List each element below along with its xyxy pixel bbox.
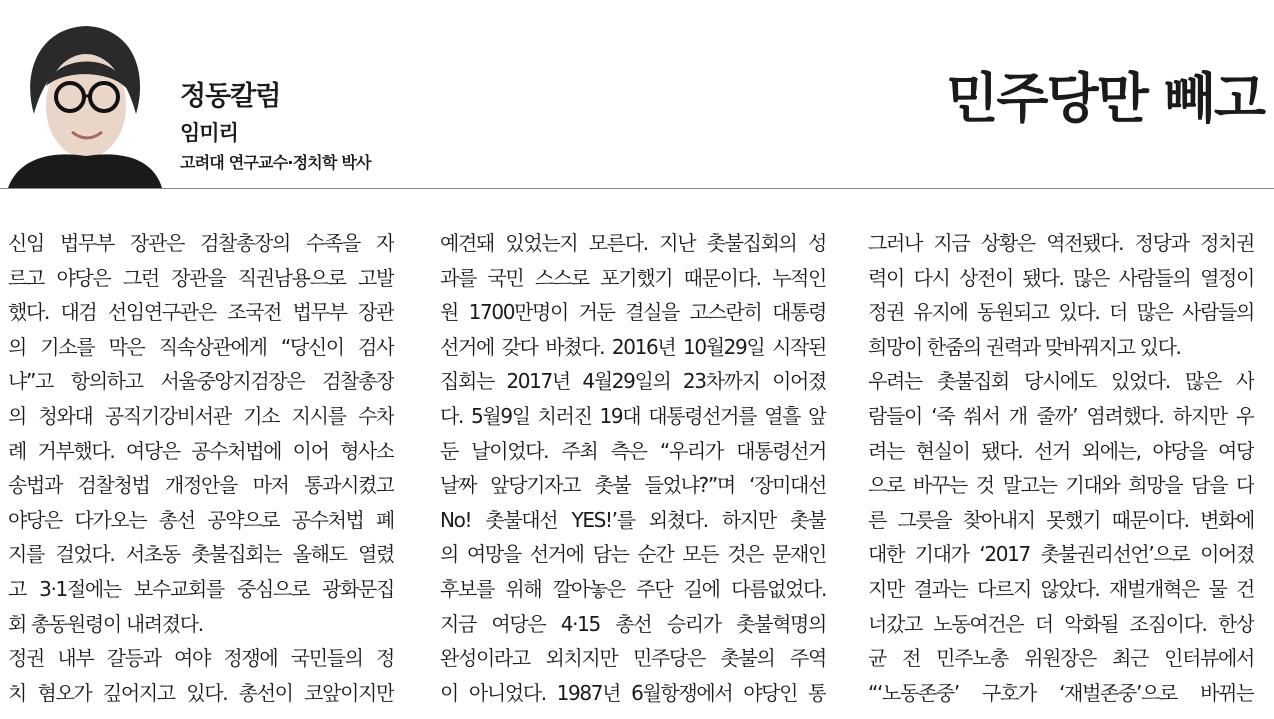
text-line: 송법과 검찰청법 개정안을 마저 통과시켰고 bbox=[8, 473, 394, 498]
text-line: 했다. 대검 선임연구관은 조국전 법무부 장관 bbox=[8, 300, 394, 325]
text-line: 치 혐오가 깊어지고 있다. 총선이 코앞이지만 bbox=[8, 680, 394, 705]
text-line: 이 아니었다. 1987년 6월항쟁에서 야당인 통 bbox=[440, 680, 826, 705]
text-line: 력이 다시 상전이 됐다. 많은 사람들의 열정이 bbox=[868, 265, 1254, 290]
text-line: 례 거부했다. 여당은 공수처법에 이어 형사소 bbox=[8, 438, 394, 463]
text-line: 원 1700만명이 거둔 결실을 고스란히 대통령 bbox=[440, 300, 826, 325]
article-column-2 bbox=[440, 226, 826, 710]
text-line: 의 여망을 선거에 담는 순간 모든 것은 문재인 bbox=[440, 542, 826, 567]
text-line: 정권 유지에 동원되고 있다. 더 많은 사람들의 bbox=[868, 300, 1254, 325]
text-line: 정권 내부 갈등과 여야 정쟁에 국민들의 정 bbox=[8, 646, 394, 671]
text-line: 그러나 지금 상황은 역전됐다. 정당과 정치권 bbox=[868, 231, 1254, 255]
article-column-3 bbox=[868, 226, 1254, 710]
header-divider bbox=[0, 188, 1274, 189]
text-line: 집회는 2017년 4월29일의 23차까지 이어졌 bbox=[440, 369, 826, 394]
text-line: “‘노동존중’ 구호가 ‘재벌존중’으로 바뀌는 bbox=[868, 680, 1254, 705]
text-line: 완성이라고 외치지만 민주당은 촛불의 주역 bbox=[440, 646, 826, 671]
text-line: 다. 5월9일 치러진 19대 대통령선거를 열흘 앞 bbox=[440, 403, 826, 428]
text-line: No! 촛불대선 YES!’를 외쳤다. 하지만 촛불 bbox=[440, 507, 826, 532]
headline: 민주당만 빼고 bbox=[946, 66, 1264, 130]
text-line: 의 청와대 공직기강비서관 기소 지시를 수차 bbox=[8, 403, 394, 428]
author-title: 고려대 연구교수·정치학 박사 bbox=[180, 153, 371, 172]
author-name: 임미리 bbox=[180, 121, 238, 145]
text-line: 과를 국민 스스로 포기했기 때문이다. 누적인 bbox=[440, 265, 826, 290]
text-line: 선거에 갖다 바쳤다. 2016년 10월29일 시작된 bbox=[440, 334, 826, 359]
text-line: 른 그릇을 찾아내지 못했기 때문이다. 변화에 bbox=[868, 507, 1254, 532]
text-line: 냐”고 항의하고 서울중앙지검장은 검찰총장 bbox=[8, 369, 394, 394]
text-line: 우려는 촛불집회 당시에도 있었다. 많은 사 bbox=[868, 369, 1254, 394]
text-line: 예견돼 있었는지 모른다. 지난 촛불집회의 성 bbox=[440, 231, 826, 255]
text-line: 려는 현실이 됐다. 선거 외에는, 야당을 여당 bbox=[868, 438, 1254, 463]
text-line: 으로 바꾸는 것 말고는 기대와 희망을 담을 다 bbox=[868, 473, 1254, 498]
column-label: 정동칼럼 bbox=[180, 81, 281, 112]
text-line: 르고 야당은 그런 장관을 직권남용으로 고발 bbox=[8, 265, 394, 290]
text-line: 야당은 다가오는 총선 공약으로 공수처법 폐 bbox=[8, 507, 394, 532]
text-line: 너갔고 노동여건은 더 악화될 조짐이다. 한상 bbox=[868, 611, 1254, 636]
text-line: 희망이 한줌의 권력과 맞바꿔지고 있다. bbox=[868, 334, 1181, 359]
article-column-1 bbox=[8, 226, 394, 710]
text-line: 대한 기대가 ‘2017 촛불권리선언’으로 이어졌 bbox=[868, 542, 1254, 567]
text-line: 균 전 민주노총 위원장은 최근 인터뷰에서 bbox=[868, 646, 1254, 671]
text-line: 지만 결과는 다르지 않았다. 재벌개혁은 물 건 bbox=[868, 576, 1254, 601]
text-line: 둔 날이었다. 주최 측은 “우리가 대통령선거 bbox=[440, 438, 826, 463]
text-line: 람들이 ‘죽 쒀서 개 줄까’ 염려했다. 하지만 우 bbox=[868, 403, 1254, 428]
text-line: 날짜 앞당기자고 촛불 들었냐?”며 ‘장미대선 bbox=[440, 473, 826, 498]
text-line: 고 3·1절에는 보수교회를 중심으로 광화문집 bbox=[8, 576, 394, 601]
text-line: 회 총동원령이 내려졌다. bbox=[8, 611, 203, 636]
text-line: 후보를 위해 깔아놓은 주단 길에 다름없었다. bbox=[440, 576, 826, 601]
author-portrait bbox=[8, 14, 162, 188]
text-line: 신임 법무부 장관은 검찰총장의 수족을 자 bbox=[8, 231, 394, 255]
text-line: 지금 여당은 4·15 총선 승리가 촛불혁명의 bbox=[440, 611, 826, 636]
text-line: 지를 걸었다. 서초동 촛불집회는 올해도 열렸 bbox=[8, 542, 394, 567]
text-line: 의 기소를 막은 직속상관에게 “당신이 검사 bbox=[8, 334, 394, 359]
